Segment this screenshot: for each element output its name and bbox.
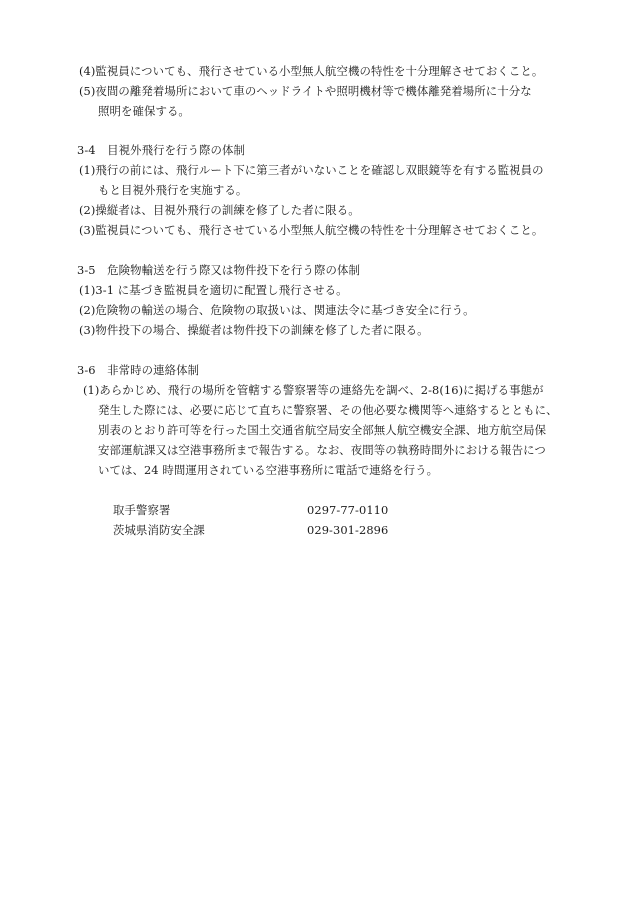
heading-3-4: 3-4 目視外飛行を行う際の体制 bbox=[77, 143, 246, 157]
item-3-4-2: (2)操縦者は、目視外飛行の訓練を修了した者に限る。 bbox=[79, 203, 360, 217]
item-3-3-4: (4)監視員についても、飛行させている小型無人航空機の特性を十分理解させておくこと。 bbox=[79, 64, 544, 78]
item-3-4-3: (3)監視員についても、飛行させている小型無人航空機の特性を十分理解させておくこと。 bbox=[79, 223, 544, 237]
item-3-4-1-line-2: もと目視外飛行を実施する。 bbox=[98, 183, 248, 197]
contact-phone-police: 0297-77-0110 bbox=[307, 503, 389, 517]
heading-3-6: 3-6 非常時の連絡体制 bbox=[77, 363, 200, 377]
heading-3-5: 3-5 危険物輸送を行う際又は物件投下を行う際の体制 bbox=[77, 263, 360, 277]
item-3-6-1-line-3: 別表のとおり許可等を行った国土交通省航空局安全部無人航空機安全課、地方航空局保 bbox=[98, 423, 547, 437]
item-3-3-5-line-1: (5)夜間の離発着場所において車のヘッドライトや照明機材等で機体離発着場所に十分な bbox=[79, 84, 532, 98]
item-3-5-3: (3)物件投下の場合、操縦者は物件投下の訓練を修了した者に限る。 bbox=[79, 323, 429, 337]
item-3-6-1-line-1: (1)あらかじめ、飛行の場所を管轄する警察署等の連絡先を調べ、2-8(16)に掲げる事態が bbox=[83, 383, 544, 397]
item-3-6-1-line-2: 発生した際には、必要に応じて直ちに警察署、その他必要な機関等へ連絡するとともに、 bbox=[98, 403, 558, 417]
item-3-6-1-line-4: 安部運航課又は空港事務所まで報告する。なお、夜間等の執務時間外における報告につ bbox=[98, 443, 546, 457]
item-3-5-1: (1)3-1 に基づき監視員を適切に配置し飛行させる。 bbox=[79, 283, 348, 297]
contact-phone-fire-safety: 029-301-2896 bbox=[307, 523, 389, 537]
item-3-4-1-line-1: (1)飛行の前には、飛行ルート下に第三者がいないことを確認し双眼鏡等を有する監視員の bbox=[79, 163, 544, 177]
item-3-6-1-line-5: いては、24 時間運用されている空港事務所に電話で連絡を行う。 bbox=[98, 463, 439, 477]
contact-name-police: 取手警察署 bbox=[113, 503, 171, 517]
item-3-5-2: (2)危険物の輸送の場合、危険物の取扱いは、関連法令に基づき安全に行う。 bbox=[79, 303, 475, 317]
item-3-3-5-line-2: 照明を確保する。 bbox=[98, 104, 190, 118]
contact-name-fire-safety: 茨城県消防安全課 bbox=[113, 523, 205, 537]
